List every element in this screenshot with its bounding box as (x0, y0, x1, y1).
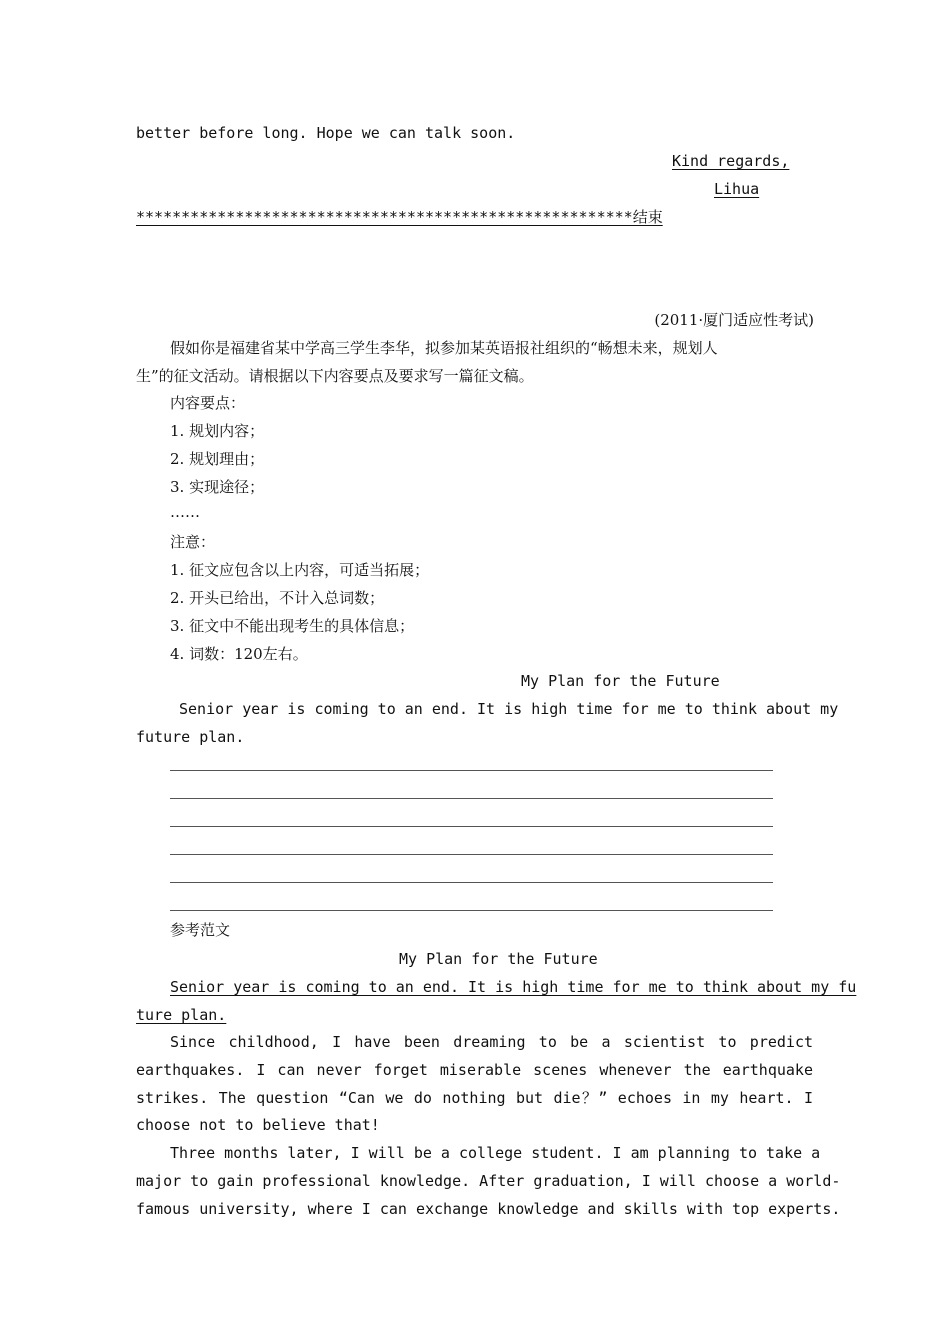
answer-line (170, 910, 773, 911)
answer-line (170, 826, 773, 827)
answer-line (170, 770, 773, 771)
task-prompt-line-2: 生”的征文活动。请根据以下内容要点及要求写一篇征文稿。 (136, 367, 534, 385)
answer-line (170, 882, 773, 883)
sample-line: Three months later, I will be a college student. I am planning to take a (170, 1144, 821, 1162)
sample-line: choose not to believe that! (136, 1116, 380, 1134)
note-item: 2. 开头已给出，不计入总词数； (170, 589, 385, 607)
sample-line: major to gain professional knowledge. After graduation, I will choose a world- (136, 1172, 841, 1190)
answer-line (170, 798, 773, 799)
essay-title: My Plan for the Future (521, 672, 720, 690)
sample-title: My Plan for the Future (399, 950, 598, 968)
point-item: 3. 实现途径； (170, 478, 265, 496)
answer-line (170, 854, 773, 855)
essay-opening-line-1: Senior year is coming to an end. It is high time for me to think about my (179, 700, 839, 718)
end-marker: *******************************************************结束 (136, 208, 663, 226)
point-ellipsis: …… (170, 503, 200, 521)
notes-heading: 注意： (170, 533, 216, 551)
note-item: 3. 征文中不能出现考生的具体信息； (170, 617, 415, 635)
points-heading: 内容要点： (170, 394, 246, 412)
letter-sign-off: Kind regards, (672, 152, 790, 170)
point-item: 1. 规划内容； (170, 422, 265, 440)
letter-signature: Lihua (714, 180, 760, 198)
sample-line: famous university, where I can exchange knowledge and skills with top experts. (136, 1200, 841, 1218)
task-prompt-line-1: 假如你是福建省某中学高三学生李华，拟参加某英语报社组织的“畅想未来，规划人 (170, 339, 718, 357)
note-item: 4. 词数：120左右。 (170, 645, 308, 663)
sample-heading: 参考范文 (170, 921, 231, 939)
sample-line: ture plan. (136, 1006, 227, 1024)
note-item: 1. 征文应包含以上内容，可适当拓展； (170, 561, 430, 579)
letter-closing-line: better before long. Hope we can talk soon. (136, 124, 516, 142)
essay-opening-line-2: future plan. (136, 728, 245, 746)
point-item: 2. 规划理由； (170, 450, 265, 468)
task-source: (2011·厦门适应性考试) (654, 311, 814, 329)
sample-line: Since childhood, I have been dreaming to be a scientist to predict (170, 1033, 813, 1051)
sample-line: Senior year is coming to an end. It is high time for me to think about my fu (170, 978, 857, 996)
sample-line: earthquakes. I can never forget miserable scenes whenever the earthquake (136, 1061, 813, 1079)
sample-line: strikes. The question “Can we do nothing but die？” echoes in my heart. I (136, 1089, 813, 1107)
